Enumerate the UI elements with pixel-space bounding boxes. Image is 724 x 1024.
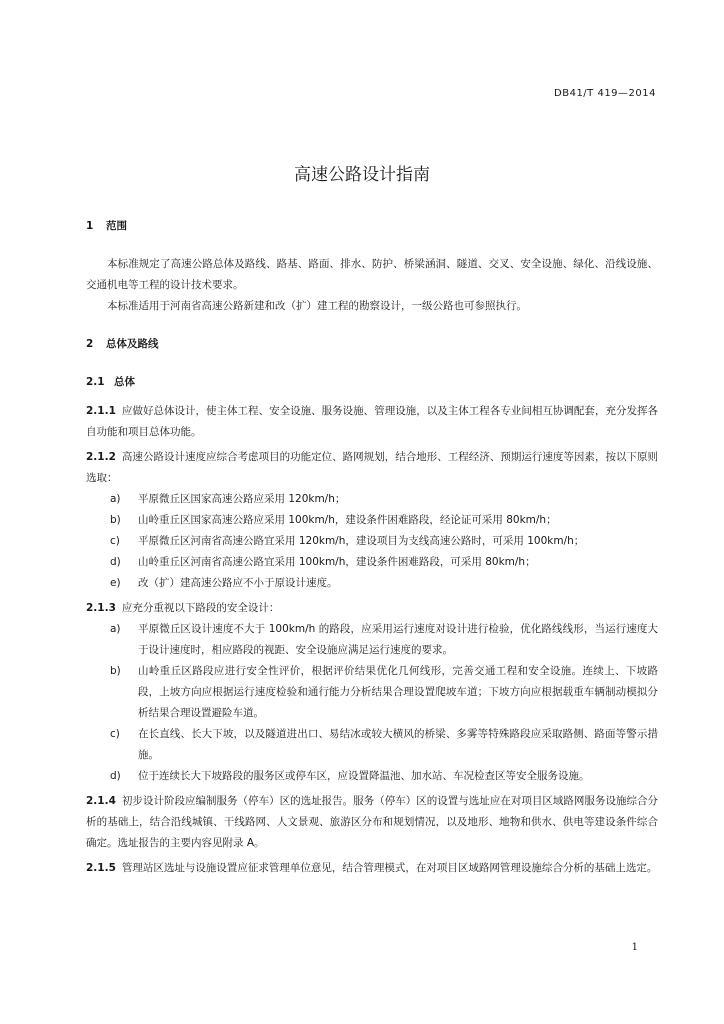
section-title: 总体及路线 <box>106 338 159 350</box>
list-text: 平原微丘区设计速度不大于 100km/h 的路段，应采用运行速度对设计进行检验，优化路线线形，当运行速度大于设计速度时，相应路段的视距、安全设施应满足运行速度的要求。 <box>138 623 658 656</box>
section-heading-scope <box>86 216 658 237</box>
paragraph: 本标准规定了高速公路总体及路线、路基、路面、排水、防护、桥梁涵洞、隧道、交叉、安全设施、绿化、沿线设施、交通机电等工程的设计技术要求。 <box>86 258 658 291</box>
section-title: 范围 <box>106 220 127 232</box>
list-label: c) <box>110 535 120 547</box>
list-text: 山岭重丘区国家高速公路应采用 100km/h，建设条件困难路段，经论证可采用 80km/h； <box>138 514 557 526</box>
subsection-number: 2.1 <box>86 376 105 388</box>
clause-text: 应做好总体设计，使主体工程、安全设施、服务设施、管理设施，以及主体工程各专业间相互协调配套，充分发挥各自功能和项目总体功能。 <box>86 405 658 438</box>
clause-2-1-3 <box>86 598 658 619</box>
clause-text: 高速公路设计速度应综合考虑项目的功能定位、路网规划，结合地形、工程经济、预期运行速度等因素，按以下原则选取： <box>86 451 658 484</box>
list-label: a) <box>110 623 121 635</box>
list-label: e) <box>110 577 121 589</box>
paragraph: 本标准适用于河南省高速公路新建和改（扩）建工程的勘察设计，一级公路也可参照执行。 <box>107 300 527 312</box>
list-text: 位于连续长大下坡路段的服务区或停车区，应设置降温池、加水站、车况检查区等安全服务设施。 <box>138 770 590 782</box>
standard-number: DB41/T 419—2014 <box>554 88 656 99</box>
clause-2-1-4 <box>86 791 658 854</box>
page-number: 1 <box>631 942 638 953</box>
clause-text: 初步设计阶段应编制服务（停车）区的选址报告。服务（停车）区的设置与选址应在对项目区域路网服务设施综合分析的基础上，结合沿线城镇、干线路网、人文景观、旅游区分布和规划情况，以及地形、地物和供水、供电等建设条件综合确定。选址报告的主要内容见附录 A。 <box>86 795 658 849</box>
clause-2-1-5 <box>86 858 658 879</box>
list-text: 山岭重丘区路段应进行安全性评价，根据评价结果优化几何线形，完善交通工程和安全设施。连续上、下坡路段，上坡方向应根据运行速度检验和通行能力分析结果合理设置爬坡车道；下坡方向应根据载重车辆制动模拟分析结果合理设置避险车道。 <box>138 665 658 719</box>
list-label: c) <box>110 728 120 740</box>
clause-number: 2.1.4 <box>86 795 116 807</box>
list-label: d) <box>110 770 121 782</box>
list-label: a) <box>110 493 121 505</box>
document-title: 高速公路设计指南 <box>294 165 430 185</box>
list-item <box>86 552 658 573</box>
list-item <box>86 573 658 594</box>
list-text: 改（扩）建高速公路应不小于原设计速度。 <box>138 577 338 589</box>
list-label: b) <box>110 514 121 526</box>
list-item <box>86 489 658 510</box>
clause-text: 应充分重视以下路段的安全设计： <box>121 602 280 614</box>
list-text: 山岭重丘区河南省高速公路宜采用 100km/h，建设条件困难路段，可采用 80km/h； <box>138 556 536 568</box>
clause-number: 2.1.1 <box>86 405 116 417</box>
list-label: d) <box>110 556 121 568</box>
subsection-heading-general <box>86 372 658 393</box>
list-text: 平原微丘区河南省高速公路宜采用 120km/h，建设项目为支线高速公路时，可采用 100km/h； <box>138 535 585 547</box>
list-item <box>86 766 658 787</box>
clause-number: 2.1.5 <box>86 862 116 874</box>
clause-number: 2.1.2 <box>86 451 116 463</box>
clause-2-1-2 <box>86 447 658 489</box>
list-item <box>86 724 658 766</box>
list-text: 平原微丘区国家高速公路应采用 120km/h； <box>138 493 346 505</box>
section-heading-general-route <box>86 334 658 355</box>
clause-text: 管理站区选址与设施设置应征求管理单位意见，结合管理模式，在对项目区域路网管理设施综合分析的基础上选定。 <box>121 862 658 874</box>
clause-number: 2.1.3 <box>86 602 116 614</box>
section-number: 2 <box>86 338 94 350</box>
list-item <box>86 531 658 552</box>
list-item <box>86 619 658 661</box>
list-item <box>86 661 658 724</box>
list-text: 在长直线、长大下坡，以及隧道进出口、易结冰或较大横风的桥梁、多雾等特殊路段应采取路侧、路面等警示措施。 <box>138 728 658 761</box>
document-body <box>86 216 658 879</box>
list-item <box>86 510 658 531</box>
list-label: b) <box>110 665 121 677</box>
clause-2-1-1 <box>86 401 658 443</box>
subsection-title: 总体 <box>114 376 135 388</box>
section-number: 1 <box>86 220 94 232</box>
